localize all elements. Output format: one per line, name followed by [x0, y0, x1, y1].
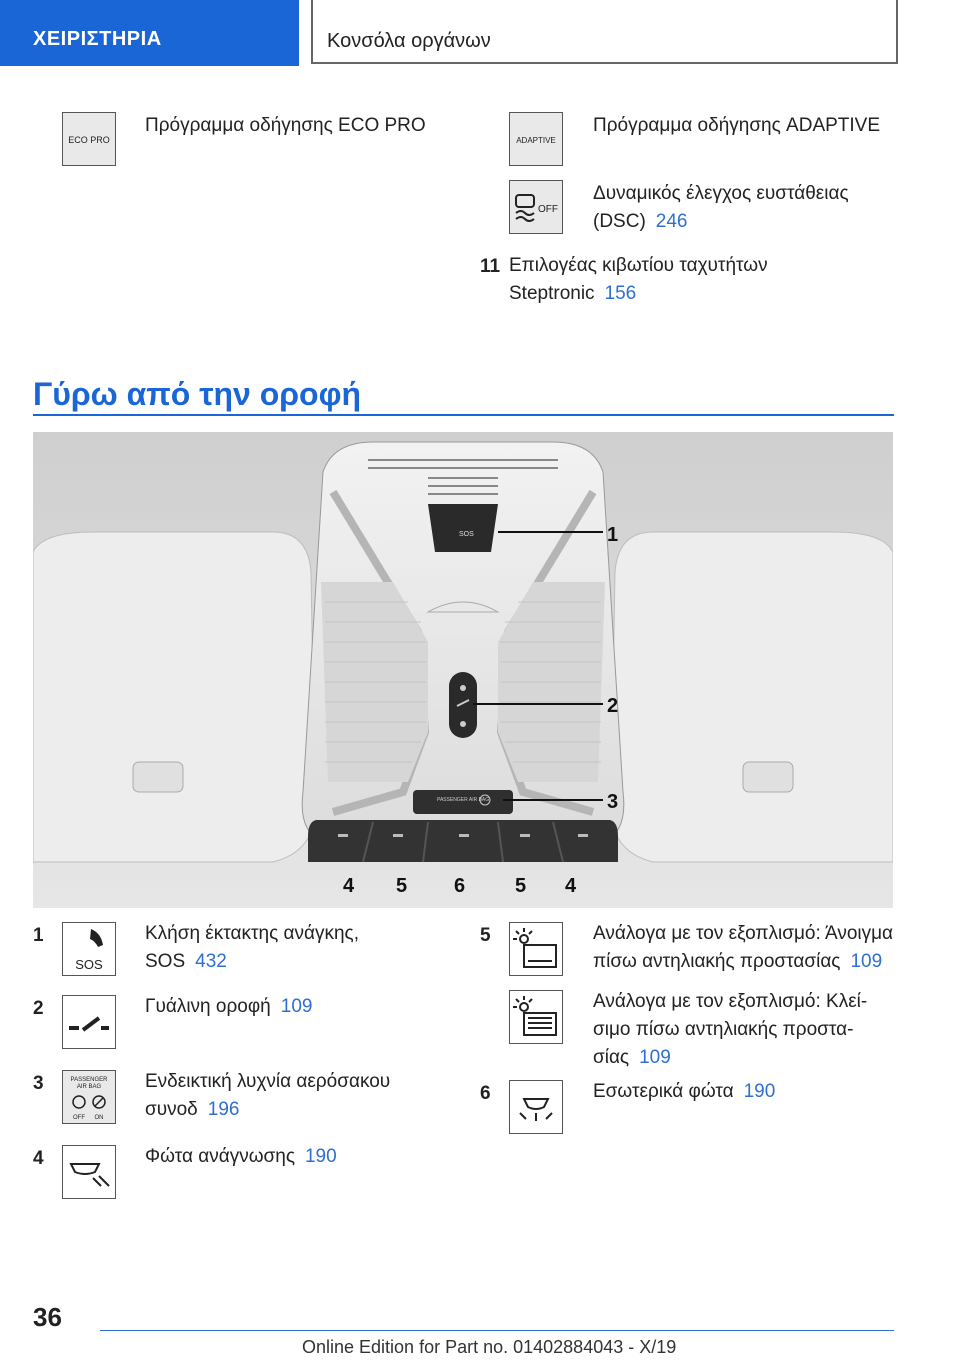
- legend-5b-label: [593, 988, 867, 1072]
- dsc-label: [593, 180, 849, 236]
- overhead-console-illustration: [33, 432, 893, 908]
- bottom-label-5-right: 5: [515, 875, 527, 897]
- sunblind-close-icon: [509, 990, 563, 1044]
- dsc-off-icon: [509, 180, 563, 234]
- eco-pro-label: Πρόγραμμα οδήγησης ECO PRO: [145, 115, 426, 136]
- airbag-strip-text: PASSENGER AIR BAG: [437, 797, 490, 803]
- item11-number: 11: [480, 256, 501, 277]
- header-chapter-title: Κονσόλα οργάνων: [327, 30, 491, 52]
- header-chapter-box: [311, 0, 898, 64]
- legend-5b-line2: σιμο πίσω αντηλιακής προστα-: [593, 1019, 854, 1040]
- reading-light-icon: [62, 1145, 116, 1199]
- legend-1-line2: SOS: [145, 951, 186, 972]
- section-rule: [33, 414, 894, 416]
- sos-icon: [62, 922, 116, 976]
- adaptive-icon: [509, 112, 563, 166]
- svg-text:ECO PRO: ECO PRO: [68, 135, 110, 145]
- legend-1-line1: Κλήση έκτακτης ανάγκης,: [145, 923, 359, 944]
- legend-6-label: [593, 1078, 775, 1106]
- legend-2-page-ref[interactable]: 109: [280, 996, 313, 1017]
- legend-1-label: [145, 920, 359, 976]
- legend-2-number: 2: [33, 998, 44, 1019]
- bottom-label-6: 6: [454, 875, 466, 897]
- item11-label: [509, 252, 768, 308]
- passenger-airbag-icon: [62, 1070, 116, 1124]
- dsc-label-line2: (DSC): [593, 211, 646, 232]
- eco-pro-icon: [62, 112, 116, 166]
- legend-6-page-ref[interactable]: 190: [743, 1081, 776, 1102]
- legend-1-number: 1: [33, 925, 44, 946]
- item11-label-line1: Επιλογέας κιβωτίου ταχυτήτων: [509, 255, 768, 276]
- footer-edition: Online Edition for Part no. 01402884043 - X/19: [302, 1337, 677, 1357]
- callout-1: 1: [607, 524, 619, 546]
- svg-text:PASSENGER: PASSENGER: [70, 1077, 108, 1083]
- svg-text:ON: ON: [94, 1115, 104, 1121]
- glass-roof-icon: [62, 995, 116, 1049]
- legend-5b-page-ref[interactable]: 109: [639, 1047, 671, 1068]
- page-number: 36: [33, 1302, 62, 1332]
- legend-3-number: 3: [33, 1073, 44, 1094]
- legend-6-number: 6: [480, 1083, 491, 1104]
- item11-label-line2: Steptronic: [509, 283, 595, 304]
- bottom-label-4-right: 4: [565, 875, 577, 897]
- header-section-title: ΧΕΙΡΙΣΤΗΡΙΑ: [33, 28, 162, 50]
- legend-5b-line3: σίας: [593, 1047, 630, 1068]
- legend-3-label: [145, 1068, 390, 1124]
- interior-light-icon: [509, 1080, 563, 1134]
- dsc-label-line1: Δυναμικός έλεγχος ευστάθειας: [593, 183, 849, 204]
- header-section-tab: [0, 0, 299, 66]
- legend-5a-page-ref[interactable]: 109: [850, 951, 883, 972]
- bottom-label-5-left: 5: [396, 875, 408, 897]
- legend-5a-line2: πίσω αντηλιακής προστασίας: [593, 951, 841, 972]
- legend-3-page-ref[interactable]: 196: [207, 1099, 240, 1120]
- adaptive-label: Πρόγραμμα οδήγησης ADAPTIVE: [593, 115, 881, 136]
- item11-page-ref[interactable]: 156: [604, 283, 637, 304]
- legend-3-line1: Ενδεικτική λυχνία αερόσακου: [145, 1071, 391, 1092]
- svg-text:AIR BAG: AIR BAG: [76, 1084, 102, 1090]
- overhead-console-photo: [33, 432, 893, 908]
- svg-text:ADAPTIVE: ADAPTIVE: [516, 136, 556, 145]
- dsc-page-ref[interactable]: 246: [655, 211, 688, 232]
- legend-5a-label: [593, 920, 893, 976]
- callout-3: 3: [607, 791, 619, 813]
- legend-4-number: 4: [33, 1148, 44, 1169]
- legend-2-text: Γυάλινη οροφή: [145, 996, 271, 1017]
- section-title: Γύρω από την οροφή: [33, 376, 362, 412]
- callout-2: 2: [607, 695, 619, 717]
- legend-4-text: Φώτα ανάγνωσης: [145, 1146, 295, 1167]
- legend-6-text: Εσωτερικά φώτα: [593, 1081, 734, 1102]
- svg-text:OFF: OFF: [73, 1115, 85, 1121]
- svg-text:OFF: OFF: [538, 204, 558, 215]
- legend-5a-line1: Ανάλογα με τον εξοπλισμό: Άνοιγμα: [593, 923, 894, 944]
- legend-4-page-ref[interactable]: 190: [304, 1146, 337, 1167]
- legend-3-line2: συνοδ: [145, 1099, 198, 1120]
- legend-2-label: [145, 993, 312, 1021]
- legend-1-page-ref[interactable]: 432: [195, 951, 227, 972]
- legend-4-label: [145, 1143, 337, 1171]
- footer-rule: [100, 1330, 894, 1331]
- legend-5b-line1: Ανάλογα με τον εξοπλισμό: Κλεί-: [593, 991, 868, 1012]
- sunblind-open-icon: [509, 922, 563, 976]
- sos-button-text: SOS: [459, 531, 474, 538]
- svg-text:SOS: SOS: [75, 957, 103, 972]
- legend-5-number: 5: [480, 925, 491, 946]
- bottom-label-4-left: 4: [343, 875, 355, 897]
